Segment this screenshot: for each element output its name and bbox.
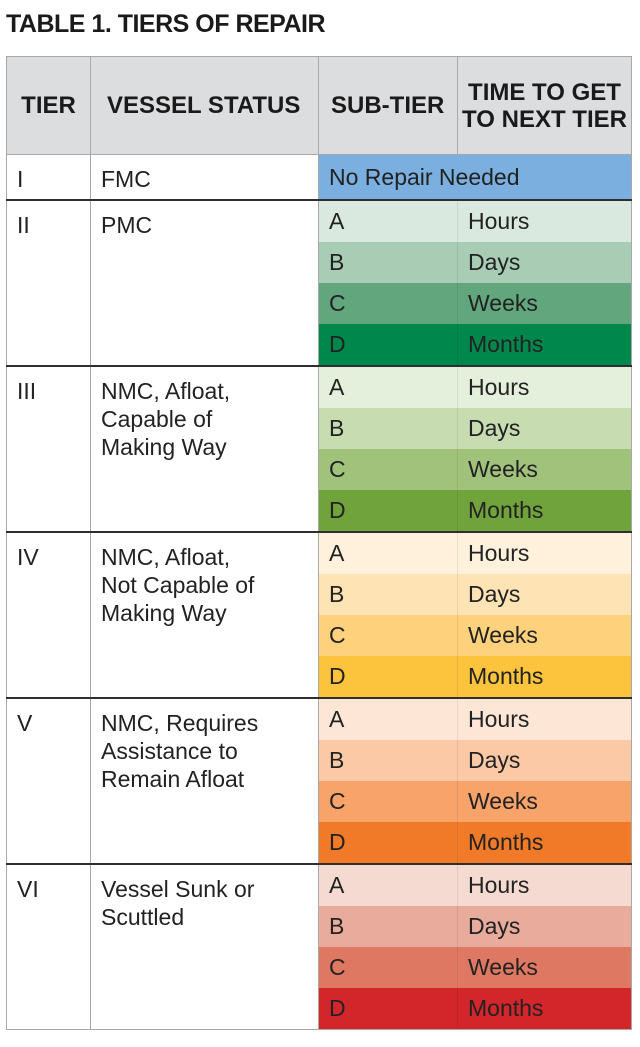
header-sub-tier: SUB-TIER xyxy=(319,57,458,155)
tier-cell: III xyxy=(7,366,91,532)
sub-tier-cell: B xyxy=(319,242,458,283)
time-to-next-tier-cell: Hours xyxy=(458,698,632,740)
sub-tier-cell: C xyxy=(319,781,458,822)
tier-cell: V xyxy=(7,698,91,864)
time-to-next-tier-cell: Weeks xyxy=(458,947,632,988)
time-to-next-tier-cell: Weeks xyxy=(458,781,632,822)
header-vessel-status: VESSEL STATUS xyxy=(91,57,319,155)
tier-cell: VI xyxy=(7,864,91,1030)
vessel-status-cell: NMC, Requires Assistance to Remain Afloat xyxy=(91,698,319,864)
tier-cell: I xyxy=(7,155,91,201)
time-to-next-tier-cell: Hours xyxy=(458,366,632,408)
sub-tier-cell: B xyxy=(319,740,458,781)
table-row xyxy=(7,366,632,408)
table-row xyxy=(7,532,632,574)
tier-row-I xyxy=(7,155,632,201)
time-to-next-tier-cell: Hours xyxy=(458,532,632,574)
time-to-next-tier-cell: Days xyxy=(458,574,632,615)
sub-tier-cell: D xyxy=(319,822,458,864)
header-time-to-next-tier: TIME TO GET TO NEXT TIER xyxy=(458,57,632,155)
table-row xyxy=(7,698,632,740)
vessel-status-cell: Vessel Sunk or Scuttled xyxy=(91,864,319,1030)
time-to-next-tier-cell: Weeks xyxy=(458,615,632,656)
time-to-next-tier-cell: Hours xyxy=(458,864,632,906)
sub-tier-cell: D xyxy=(319,324,458,366)
time-to-next-tier-cell: Days xyxy=(458,740,632,781)
table-row xyxy=(7,200,632,242)
sub-tier-cell: B xyxy=(319,408,458,449)
tier-cell: II xyxy=(7,200,91,366)
time-to-next-tier-cell: Days xyxy=(458,242,632,283)
tier-cell: IV xyxy=(7,532,91,698)
sub-tier-cell: C xyxy=(319,947,458,988)
time-to-next-tier-cell: Months xyxy=(458,490,632,532)
sub-tier-cell: A xyxy=(319,864,458,906)
vessel-status-cell: FMC xyxy=(91,155,319,201)
sub-tier-cell: C xyxy=(319,283,458,324)
header-tier: TIER xyxy=(7,57,91,155)
time-to-next-tier-cell: Months xyxy=(458,822,632,864)
header-row xyxy=(7,57,632,155)
sub-tier-cell: C xyxy=(319,615,458,656)
time-to-next-tier-cell: Weeks xyxy=(458,449,632,490)
tiers-of-repair-table xyxy=(6,56,632,1030)
time-to-next-tier-cell: Weeks xyxy=(458,283,632,324)
vessel-status-cell: NMC, Afloat, Not Capable of Making Way xyxy=(91,532,319,698)
time-to-next-tier-cell: Months xyxy=(458,988,632,1030)
sub-tier-cell: A xyxy=(319,200,458,242)
time-to-next-tier-cell: Months xyxy=(458,656,632,698)
sub-tier-cell: B xyxy=(319,906,458,947)
sub-tier-cell: A xyxy=(319,698,458,740)
no-repair-needed-cell: No Repair Needed xyxy=(319,155,632,201)
table-title: TABLE 1. TIERS OF REPAIR xyxy=(6,10,326,38)
sub-tier-cell: D xyxy=(319,490,458,532)
sub-tier-cell: B xyxy=(319,574,458,615)
time-to-next-tier-cell: Days xyxy=(458,906,632,947)
time-to-next-tier-cell: Days xyxy=(458,408,632,449)
time-to-next-tier-cell: Months xyxy=(458,324,632,366)
table-row xyxy=(7,864,632,906)
vessel-status-cell: NMC, Afloat, Capable of Making Way xyxy=(91,366,319,532)
sub-tier-cell: C xyxy=(319,449,458,490)
vessel-status-cell: PMC xyxy=(91,200,319,366)
time-to-next-tier-cell: Hours xyxy=(458,200,632,242)
sub-tier-cell: D xyxy=(319,988,458,1030)
sub-tier-cell: A xyxy=(319,532,458,574)
sub-tier-cell: A xyxy=(319,366,458,408)
sub-tier-cell: D xyxy=(319,656,458,698)
